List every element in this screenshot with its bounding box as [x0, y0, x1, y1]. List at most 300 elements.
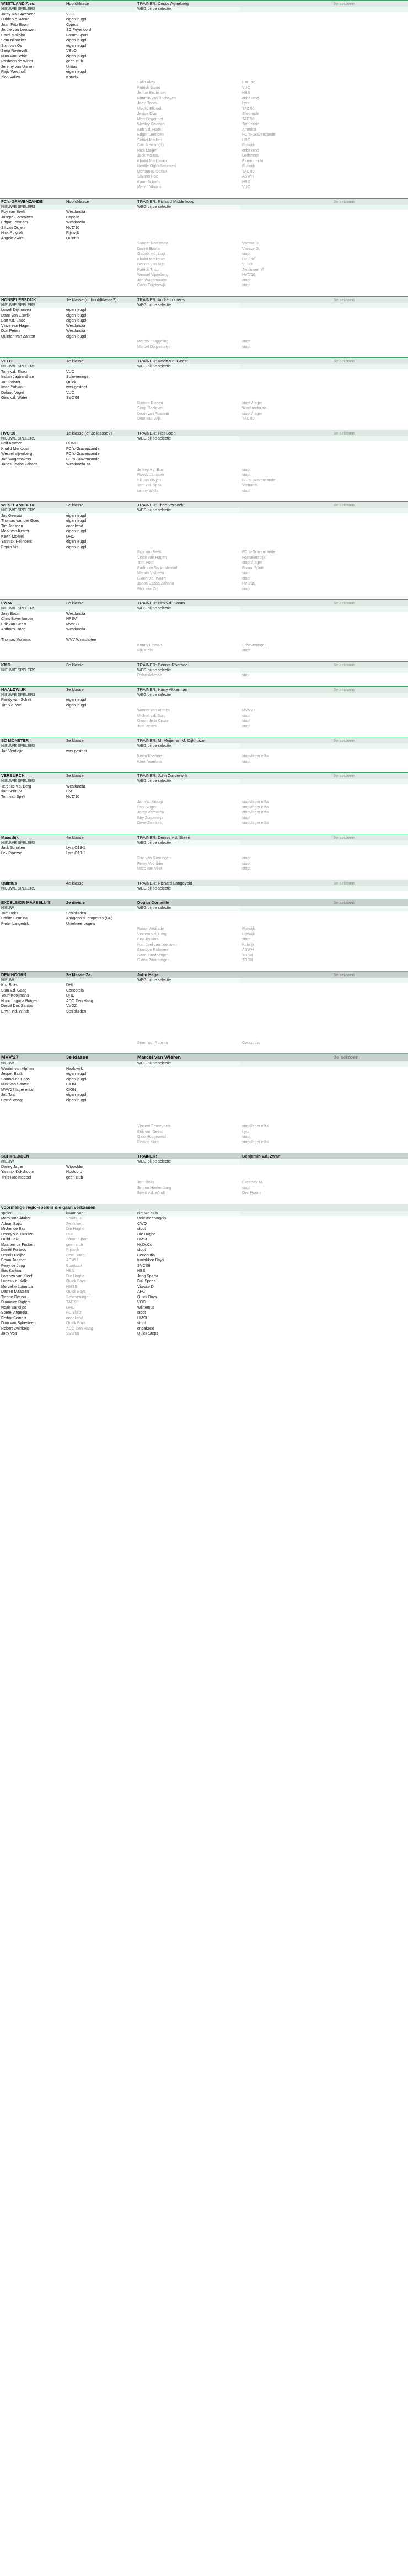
club-section: [0, 501, 408, 599]
previous-club: HVC'10: [66, 226, 79, 230]
player-name: Patrick Trisp: [137, 267, 159, 272]
previous-club: Schiplulden: [66, 911, 87, 915]
club-header: [0, 737, 408, 743]
new-club: Ter Leede: [242, 122, 260, 127]
player-name: Jari Polster: [1, 380, 21, 384]
player-name: Tom Boks: [1, 911, 18, 915]
player-name: Joey Boom: [1, 612, 21, 616]
player-name: Marc van Vliet: [137, 867, 162, 871]
player-name: Michiel v.d. Burg: [137, 714, 166, 718]
incoming-player-row: [0, 313, 408, 319]
outgoing-player-row: [0, 953, 408, 958]
player-name: Stan v.d. Gaag: [1, 988, 27, 993]
spacer: [0, 1196, 408, 1204]
player-name: Carlito Fermina: [1, 917, 28, 921]
club-name: VERBURCH: [1, 773, 25, 778]
previous-club: Quick: [66, 380, 76, 384]
previous-club: Scheveningen: [66, 1295, 91, 1299]
former-player-row: [0, 1253, 408, 1258]
section-title: voormalige regio-spelers die gaan verkassen: [1, 1205, 96, 1210]
player-name: Stijn van Os: [1, 44, 22, 48]
outgoing-player-row: [0, 1103, 408, 1108]
player-name: Wesley Goenen: [137, 122, 165, 127]
league-level: 1e klasse (of hoofdklasse?): [66, 297, 117, 302]
previous-club: DHC: [66, 1305, 75, 1310]
incoming-label: NIEUW: [1, 1160, 14, 1164]
incoming-player-row: [0, 795, 408, 800]
club-section: [0, 661, 408, 686]
previous-club: SC Feyenoord: [66, 28, 92, 33]
subheader-row: [0, 436, 408, 442]
previous-club: TAC'90: [66, 1300, 79, 1305]
new-club: stopt: [242, 576, 251, 581]
player-name: Erik van Geest: [1, 622, 26, 626]
incoming-label: NIEUWE SPELERS: [1, 779, 36, 784]
incoming-label: NIEUWE SPELERS: [1, 7, 36, 12]
club-section: [0, 357, 408, 430]
outgoing-player-row: [0, 866, 408, 872]
player-name: Melvin Vlaarsi: [137, 185, 162, 190]
previous-club: FC 's-Gravenzande: [66, 452, 100, 457]
outgoing-player-row: [0, 411, 408, 417]
incoming-player-row: [0, 447, 408, 452]
incoming-player-row: [0, 513, 408, 519]
trainer-note: 3e seizoen: [334, 601, 355, 606]
new-club: HMSH: [137, 1316, 149, 1320]
previous-club: ADO Den Haag: [66, 999, 93, 1003]
player-name: Edgar Leenden: [137, 133, 164, 137]
player-name: Roy Blüger: [137, 805, 157, 810]
incoming-player-row: [0, 226, 408, 231]
player-name: Imad Yahiaoui: [1, 385, 26, 390]
incoming-label: NIEUWE SPELERS: [1, 205, 36, 209]
player-name: Kevin Koehorst: [137, 754, 164, 759]
spacer: [0, 422, 408, 430]
player-name: Noah Sarjdijpo: [1, 1305, 26, 1310]
incoming-player-row: [0, 999, 408, 1004]
subheader-row: [0, 978, 408, 983]
player-name: Joël Peters: [137, 724, 157, 729]
club-header: [0, 772, 408, 779]
outgoing-player-row: [0, 143, 408, 148]
previous-club: Westlandia: [66, 324, 85, 328]
club-name: EXCELSIOR MAASSLUIS: [1, 900, 51, 905]
subheader-row: [0, 303, 408, 308]
subheader-row: [0, 743, 408, 749]
new-club: Wilhemus: [137, 1305, 154, 1310]
incoming-player-row: [0, 69, 408, 75]
new-club: FC 's-Gravenzande: [242, 550, 276, 555]
player-name: Jari Wagemakers: [1, 457, 31, 462]
incoming-player-row: [0, 236, 408, 242]
new-club: Lyra: [242, 1129, 250, 1134]
new-club: Delfshorp: [242, 154, 259, 158]
player-name: Jack Moreau: [137, 154, 160, 158]
incoming-player-row: [0, 1009, 408, 1015]
club-header: [0, 686, 408, 693]
outgoing-label: WEG bij de selectie: [135, 436, 240, 441]
new-club: Quick Boys: [137, 1295, 157, 1299]
outgoing-player-row: [0, 587, 408, 592]
new-club: stopt/lager elftal: [242, 811, 270, 815]
player-name: Ferry de Jong: [1, 1263, 25, 1268]
new-club: Barendrecht: [242, 159, 264, 163]
club-header: [0, 661, 408, 668]
outgoing-player-row: [0, 1041, 408, 1046]
outgoing-player-row: [0, 489, 408, 494]
player-name: Erwin v.d. Windt: [1, 1009, 29, 1014]
player-name: Dave Zwinkels: [137, 821, 163, 826]
outgoing-player-row: [0, 926, 408, 932]
outgoing-label: WEG bij de selectie: [135, 978, 240, 983]
player-name: Salih Akey: [137, 81, 155, 85]
outgoing-player-row: [0, 566, 408, 571]
player-name: Khalid Merkosoci: [137, 159, 167, 163]
new-club: MVV'27: [242, 709, 256, 713]
outgoing-label: WEG bij de selectie: [135, 1159, 240, 1164]
previous-club: eigen jeugd: [66, 18, 87, 22]
player-name: Nino van Schie: [1, 54, 28, 58]
new-club: Rijswijk: [242, 143, 255, 148]
trainer-note: 3e seizoen: [334, 199, 355, 204]
outgoing-player-row: [0, 942, 408, 948]
subheader-row: [0, 364, 408, 369]
player-name: Daniël Bootis: [137, 247, 160, 251]
new-club: stopt: [242, 278, 251, 282]
new-club: Unielmeervogels: [137, 1217, 167, 1221]
new-club: stopt/lager elftal: [242, 1124, 270, 1129]
spacer: [0, 1145, 408, 1153]
new-club: VOC: [137, 1300, 146, 1305]
new-club: stopt: [242, 867, 251, 871]
trainer-label: John Hage: [137, 972, 159, 977]
player-name: Kaan Schutts: [137, 180, 160, 184]
new-club: ASWH: [242, 175, 254, 179]
previous-club: Lyra O19-1: [66, 851, 85, 855]
previous-club: onbekend: [66, 1316, 83, 1320]
previous-club: eigen jeugd: [66, 703, 87, 708]
player-name: Hidde v.d. Arend: [1, 18, 30, 22]
incoming-player-row: [0, 633, 408, 638]
incoming-player-row: [0, 638, 408, 643]
player-name: Bart v.d. Ende: [1, 319, 25, 323]
previous-club: eigen jeugd: [66, 545, 87, 549]
new-club: TAC'90: [242, 117, 255, 121]
player-name: Djamaico Rigters: [1, 1300, 31, 1305]
new-club: HBS: [242, 91, 250, 95]
outgoing-player-row: [0, 262, 408, 267]
previous-club: HBS: [66, 1269, 74, 1273]
new-club: stopt: [242, 340, 251, 344]
player-name: Sander Boelsman: [137, 242, 168, 246]
new-club: TAC'90: [242, 106, 255, 111]
outgoing-player-row: [0, 185, 408, 190]
incoming-label: NIEUWE SPELERS: [1, 693, 36, 697]
previous-club: VELO: [66, 49, 77, 53]
previous-club: Quick Boys: [66, 1279, 86, 1284]
player-name: Tony v.d. Elsen: [1, 369, 27, 374]
player-name: Bryan Janssen: [1, 1258, 27, 1263]
previous-club: eigen jeugd: [66, 334, 87, 339]
former-players-section: [0, 1204, 408, 1337]
outgoing-player-row: [0, 106, 408, 112]
player-name: Jari Wagemakers: [137, 278, 168, 282]
league-level: Hoofdklasse: [66, 1, 89, 6]
previous-club: eigen jeugd: [66, 540, 87, 544]
previous-club: CION: [66, 1083, 76, 1087]
club-name: SC MONSTER: [1, 738, 29, 743]
trainer-label: TRAINER: Piet Boon: [137, 430, 176, 436]
previous-club: Quintus: [66, 236, 80, 240]
new-club: stopt: [242, 473, 251, 478]
incoming-player-row: [0, 334, 408, 340]
player-name: Nick Meijer: [137, 148, 157, 153]
previous-club: SVC'08: [66, 1332, 79, 1336]
new-club: stopt: [242, 673, 251, 678]
player-name: Vincent Bernevoets: [137, 1124, 171, 1129]
previous-club: VUC: [66, 12, 74, 17]
previous-club: Unielmeeroogels: [66, 922, 95, 926]
previous-club: DHL: [66, 983, 74, 988]
trainer-label: TRAINER: Richard Middelkoop: [137, 199, 195, 204]
incoming-label: NIEUWE SPELERS: [1, 436, 36, 441]
new-club: stopt/lager elftal: [242, 1140, 270, 1144]
incoming-player-row: [0, 622, 408, 628]
player-name: Jan v.d. Knaap: [137, 800, 163, 805]
former-player-row: [0, 1289, 408, 1295]
outgoing-player-row: [0, 241, 408, 247]
trainer-note: 3e seizoen: [334, 880, 355, 886]
outgoing-player-row: [0, 148, 408, 154]
player-name: Gino Hoogeweld: [137, 1135, 166, 1139]
trainer-name: Benjamin v.d. Zwan: [242, 1154, 281, 1159]
subheader-row: [0, 906, 408, 911]
new-club: ASWH: [242, 948, 254, 952]
club-name: NAALDWIJK: [1, 687, 26, 692]
player-name: Koz Boks: [1, 983, 18, 988]
player-name: Lenny Wells: [137, 489, 159, 493]
former-players-title: [0, 1204, 408, 1211]
outgoing-player-row: [0, 1025, 408, 1030]
trainer-label: Dogan Corneille: [137, 900, 169, 905]
player-name: Rafael Andrade: [137, 927, 164, 931]
previous-club: eigen jeugd: [66, 44, 87, 48]
outgoing-label: WEG bij de selectie: [135, 1061, 240, 1066]
previous-club: eigen jeugd: [66, 54, 87, 58]
player-name: Samuel de Haas: [1, 1077, 30, 1081]
incoming-player-row: [0, 1004, 408, 1009]
previous-club: Schiplulden: [66, 1009, 87, 1014]
club-section: [0, 1153, 408, 1204]
spacer: [0, 826, 408, 834]
player-name: Bob v.d. Hoek: [137, 127, 162, 132]
player-name: Jan Verdiejin: [1, 749, 24, 753]
player-name: Indian Jagbandhan: [1, 375, 34, 379]
club-name: FC's-GRAVENZANDE: [1, 199, 43, 204]
subheader-row: [0, 693, 408, 698]
trainer-label: Marcel van Wieren: [137, 1055, 181, 1060]
trainer-label: TRAINER: Cesco Agterberg: [137, 1, 189, 6]
previous-club: Westlandia: [66, 329, 85, 334]
club-section: [0, 1053, 408, 1153]
new-club: VUC: [242, 85, 250, 90]
outgoing-player-row: [0, 174, 408, 180]
previous-club: was gestopt: [66, 749, 87, 753]
incoming-label: NIEUWE SPELERS: [1, 508, 36, 513]
outgoing-label: WEG bij de selectie: [135, 779, 240, 784]
outgoing-player-row: [0, 283, 408, 288]
player-name: Ivan Jeel van Leeuwen: [137, 942, 177, 947]
player-name: Padmore Sarfo-Mensah: [137, 566, 179, 570]
outgoing-player-row: [0, 1134, 408, 1140]
column-header-player: speler: [1, 1211, 12, 1215]
new-club: stopt: [242, 861, 251, 866]
new-club: stopt: [242, 345, 251, 349]
player-name: Yannick Kokshoorn: [1, 1170, 34, 1175]
player-name: Mecky Elkhadi: [137, 106, 163, 111]
outgoing-player-row: [0, 648, 408, 654]
player-name: Marcel Bruggeling: [137, 340, 169, 344]
former-player-row: [0, 1326, 408, 1332]
incoming-player-row: [0, 539, 408, 545]
club-header: [0, 357, 408, 364]
club-section: [0, 834, 408, 880]
outgoing-label: WEG bij de selectie: [135, 693, 240, 698]
player-name: Chris Bovenlander: [1, 617, 33, 622]
player-name: Tom Boks: [137, 1181, 154, 1185]
previous-club: Sparta R.: [66, 1217, 83, 1221]
player-name: Vince van Hagen: [137, 555, 167, 560]
outgoing-player-row: [0, 267, 408, 273]
player-name: Lowell Dijkhuizen: [1, 308, 31, 313]
player-name: Ralf Kramer: [1, 442, 22, 446]
player-name: Pieter Langedijk: [1, 922, 29, 926]
incoming-player-row: [0, 308, 408, 313]
spacer: [0, 891, 408, 899]
player-name: Dion van Wijk: [137, 417, 161, 421]
previous-club: Westlandia: [66, 210, 85, 215]
outgoing-player-row: [0, 810, 408, 816]
incoming-label: NIEUWE SPELERS: [1, 744, 36, 748]
trainer-note: 3e seizoen: [334, 834, 355, 840]
new-club: stopt: [137, 1248, 146, 1252]
player-name: Danny Jager: [1, 1165, 23, 1169]
player-name: Angelo Zwirs: [1, 236, 24, 240]
outgoing-player-row: [0, 478, 408, 484]
outgoing-player-row: [0, 85, 408, 91]
trainer-label: TRAINER: John Zuijderwijk: [137, 773, 187, 778]
column-header-from: kwam van:: [66, 1211, 85, 1215]
player-name: Daniël Furtado: [1, 1248, 26, 1252]
new-club: stopt: [137, 1321, 146, 1326]
previous-club: MVV'27: [66, 622, 80, 626]
previous-club: Anagennisi Ierapetras (Gr.): [66, 917, 113, 921]
club-header: [0, 0, 408, 7]
player-name: Soerel Angeelal: [1, 1311, 29, 1315]
player-name: Khalid Merkouzi: [137, 257, 165, 261]
trainer-label: TRAINER: Dennis v.d. Steen: [137, 834, 190, 840]
incoming-player-row: [0, 17, 408, 23]
outgoing-player-row: [0, 576, 408, 582]
previous-club: onbekend: [66, 524, 83, 528]
player-name: Boy Jenkins: [137, 938, 158, 942]
incoming-label: NIEUWE SPELERS: [1, 365, 36, 369]
new-club: TOGB: [242, 958, 253, 963]
player-name: Ilan Sentürk: [1, 790, 22, 794]
former-player-row: [0, 1331, 408, 1337]
incoming-player-row: [0, 698, 408, 703]
player-name: Sergi Roelevelt: [137, 406, 164, 411]
player-name: Lorenzo van Kleef: [1, 1274, 33, 1278]
player-name: Sil van Osijen: [1, 226, 25, 230]
player-name: Nuno Laguna Borges: [1, 999, 38, 1003]
incoming-player-row: [0, 1165, 408, 1170]
outgoing-player-row: [0, 247, 408, 252]
player-name: Vincent v.d. Berg: [137, 932, 167, 936]
outgoing-player-row: [0, 468, 408, 473]
new-club: HBS: [137, 1269, 146, 1273]
subheader-row: [0, 886, 408, 892]
former-player-row: [0, 1284, 408, 1290]
incoming-player-row: [0, 65, 408, 70]
incoming-player-row: [0, 749, 408, 754]
incoming-player-row: [0, 390, 408, 396]
league-level: 2e klasse: [66, 502, 84, 507]
new-club: stopt: [242, 938, 251, 942]
former-player-row: [0, 1243, 408, 1248]
former-player-row: [0, 1227, 408, 1232]
outgoing-player-row: [0, 800, 408, 805]
new-club: onbekend: [242, 96, 259, 100]
subheader-row: [0, 1061, 408, 1067]
new-club: Jong Sparta: [137, 1274, 158, 1278]
spacer: [0, 872, 408, 880]
spacer: [0, 764, 408, 772]
new-club: FC 's-Gravenzande: [242, 133, 276, 137]
new-club: Concordia: [137, 1253, 155, 1257]
outgoing-player-row: [0, 1020, 408, 1025]
incoming-player-row: [0, 385, 408, 390]
new-club: HVC'10: [242, 582, 255, 586]
previous-club: Lyra O19-1: [66, 846, 85, 850]
previous-club: eigen jeugd: [66, 313, 87, 318]
incoming-player-row: [0, 993, 408, 999]
player-name: Robert Zwinkels: [1, 1326, 29, 1331]
player-name: Mervellie Lutumba: [1, 1284, 33, 1289]
player-name: Rik Kreis: [137, 649, 153, 653]
trainer-note: 3e seizoen: [334, 738, 355, 743]
incoming-player-row: [0, 1098, 408, 1104]
player-name: Kenny Lipman: [137, 643, 162, 647]
incoming-player-row: [0, 395, 408, 401]
trainer-note: 3e seizoen: [334, 1, 355, 6]
player-name: Mohamed Oovan: [137, 169, 167, 174]
player-name: Remco Koot: [137, 1140, 159, 1144]
outgoing-player-row: [0, 708, 408, 714]
player-name: Dean Zandbergen: [137, 953, 169, 957]
incoming-player-row: [0, 49, 408, 54]
new-club: stopt / lager: [242, 561, 262, 565]
new-club: stopt/lager elftal: [242, 805, 270, 810]
trainer-note: 3e seizoen: [334, 358, 355, 363]
player-name: Michel de Bas: [1, 1227, 25, 1231]
player-name: Maarten de Fockert: [1, 1243, 35, 1247]
former-player-row: [0, 1237, 408, 1243]
previous-club: Zwaluwen: [66, 1222, 84, 1226]
league-level: 1e klasse (of 3e klasse?): [66, 430, 112, 436]
previous-club: Quick Boys: [66, 1290, 86, 1294]
player-name: Erik van Geest: [137, 1129, 163, 1134]
